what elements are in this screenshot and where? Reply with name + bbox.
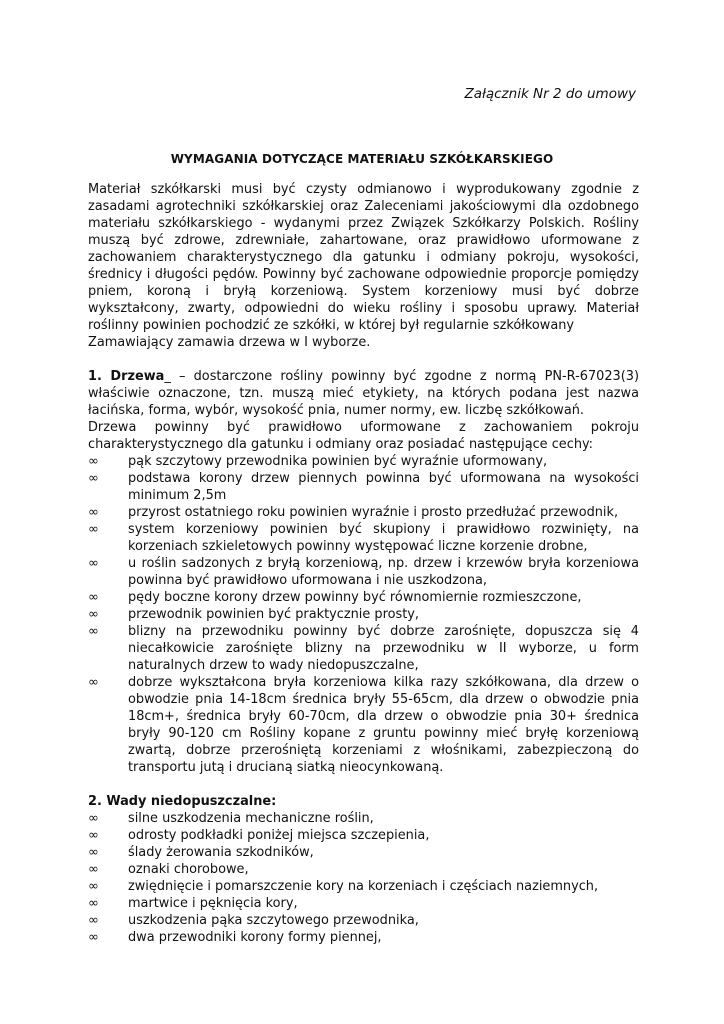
- infinity-bullet-icon: ∞: [88, 556, 99, 571]
- infinity-bullet-icon: ∞: [88, 590, 99, 605]
- list-item: [88, 606, 639, 623]
- list-item-text: zwiędnięcie i pomarszczenie kory na korzeniach i częściach naziemnych,: [128, 879, 599, 894]
- section1-list: [88, 453, 639, 776]
- section1-lead-text: – dostarczone rośliny powinny być zgodne z normą PN-R-67023(3) właściwie oznaczone, tzn. muszą mieć etykiety, na których podana jest nazwa łacińska, forma, wybór, wysokość pnia, numer normy, ew. liczbę szkółkowań.: [88, 369, 640, 418]
- list-item: [88, 470, 639, 504]
- list-item: [88, 827, 639, 844]
- list-item: [88, 810, 639, 827]
- infinity-bullet-icon: ∞: [88, 811, 99, 826]
- section2-heading: 2. Wady niedopuszczalne:: [88, 794, 277, 809]
- list-item-text: martwice i pęknięcia kory,: [128, 896, 298, 911]
- list-item-text: przyrost ostatniego roku powinien wyraźnie i prosto przedłużać przewodnik,: [128, 505, 619, 520]
- list-item: [88, 589, 639, 606]
- section1-lead2: Drzewa powinny być prawidłowo uformowane z zachowaniem pokroju charakterystycznego dla gatunku i odmiany oraz posiadać następujące cechy:: [88, 420, 639, 452]
- list-item: [88, 504, 639, 521]
- list-item-text: silne uszkodzenia mechaniczne roślin,: [128, 811, 374, 826]
- attachment-label: Załącznik Nr 2 do umowy: [464, 86, 636, 102]
- infinity-bullet-icon: ∞: [88, 522, 99, 537]
- infinity-bullet-icon: ∞: [88, 879, 99, 894]
- list-item-text: odrosty podkładki poniżej miejsca szczepienia,: [128, 828, 430, 843]
- list-item: [88, 844, 639, 861]
- list-item-text: ślady żerowania szkodników,: [128, 845, 314, 860]
- list-item-text: dobrze wykształcona bryła korzeniowa kilka razy szkółkowana, dla drzew o obwodzie pnia 14-18cm średnica bryły 55-65cm, dla drzew o obwodzie pnia 18cm+, średnica bryły 60-70cm, dla drzew o obwodzie pnia 30+ średnica bryły 90-120 cm Rośliny kopane z gruntu powinny mieć bryłę korzeniową zwartą, dobrze przerośniętą korzeniami z włośnikami, zabezpieczoną do transportu jutą i drucianą siatką nieocynkowaną.: [128, 675, 639, 775]
- document-body: [88, 181, 639, 946]
- infinity-bullet-icon: ∞: [88, 454, 99, 469]
- intro-paragraph: Materiał szkółkarski musi być czysty odmianowo i wyprodukowany zgodnie z zasadami agrotechniki szkółkarskiej oraz Zaleceniami jakościowymi dla ozdobnego materiału szkółkarskiego - wydanymi przez Związek Szkółkarzy Polskich. Rośliny muszą być zdrowe, zdrewniałe, zahartowane, oraz prawidłowo uformowane z zachowaniem charakterystycznego dla gatunku i odmiany pokroju, wysokości, średnicy i długości pędów. Powinny być zachowane odpowiednie proporcje pomiędzy pniem, koroną i bryłą korzeniową. System korzeniowy musi być dobrze wykształcony, zwarty, odpowiedni do wieku rośliny i sposobu uprawy. Materiał roślinny powinien pochodzić ze szkółki, w której był regularnie szkółkowany: [88, 182, 639, 333]
- section1-underscore: _: [164, 369, 171, 384]
- infinity-bullet-icon: ∞: [88, 862, 99, 877]
- infinity-bullet-icon: ∞: [88, 845, 99, 860]
- list-item: [88, 895, 639, 912]
- list-item-text: system korzeniowy powinien być skupiony i prawidłowo rozwinięty, na korzeniach szkieletowych powinny występować liczne korzenie drobne,: [128, 522, 639, 554]
- list-item: [88, 929, 639, 946]
- list-item: [88, 521, 639, 555]
- list-item-text: przewodnik powinien być praktycznie prosty,: [128, 607, 419, 622]
- list-item-text: oznaki chorobowe,: [128, 862, 249, 877]
- intro-last-line: Zamawiający zamawia drzewa w I wyborze.: [88, 335, 371, 350]
- list-item-text: pędy boczne korony drzew powinny być równomiernie rozmieszczone,: [128, 590, 582, 605]
- list-item-text: blizny na przewodniku powinny być dobrze zarośnięte, dopuszcza się 4 niecałkowicie zarośnięte blizny na przewodniku w II wyborze, u form naturalnych drzew to wady niedopuszczalne,: [128, 624, 639, 673]
- infinity-bullet-icon: ∞: [88, 828, 99, 843]
- infinity-bullet-icon: ∞: [88, 505, 99, 520]
- list-item: [88, 912, 639, 929]
- list-item-text: dwa przewodniki korony formy piennej,: [128, 930, 382, 945]
- section1-heading: 1. Drzewa: [88, 369, 165, 384]
- section2-list: [88, 810, 639, 946]
- infinity-bullet-icon: ∞: [88, 675, 99, 690]
- list-item: [88, 674, 639, 776]
- list-item-text: u roślin sadzonych z bryłą korzeniową, np. drzew i krzewów bryła korzeniowa powinna być prawidłowo uformowana i nie uszkodzona,: [128, 556, 639, 588]
- list-item: [88, 878, 639, 895]
- infinity-bullet-icon: ∞: [88, 930, 99, 945]
- list-item: [88, 453, 639, 470]
- list-item: [88, 861, 639, 878]
- section1-lead: [88, 368, 639, 419]
- list-item: [88, 623, 639, 674]
- infinity-bullet-icon: ∞: [88, 896, 99, 911]
- document-title: WYMAGANIA DOTYCZĄCE MATERIAŁU SZKÓŁKARSKIEGO: [170, 152, 554, 166]
- infinity-bullet-icon: ∞: [88, 471, 99, 486]
- infinity-bullet-icon: ∞: [88, 607, 99, 622]
- infinity-bullet-icon: ∞: [88, 913, 99, 928]
- infinity-bullet-icon: ∞: [88, 624, 99, 639]
- list-item-text: podstawa korony drzew piennych powinna być uformowana na wysokości minimum 2,5m: [128, 471, 639, 503]
- list-item-text: uszkodzenia pąka szczytowego przewodnika,: [128, 913, 419, 928]
- list-item: [88, 555, 639, 589]
- list-item-text: pąk szczytowy przewodnika powinien być wyraźnie uformowany,: [128, 454, 548, 469]
